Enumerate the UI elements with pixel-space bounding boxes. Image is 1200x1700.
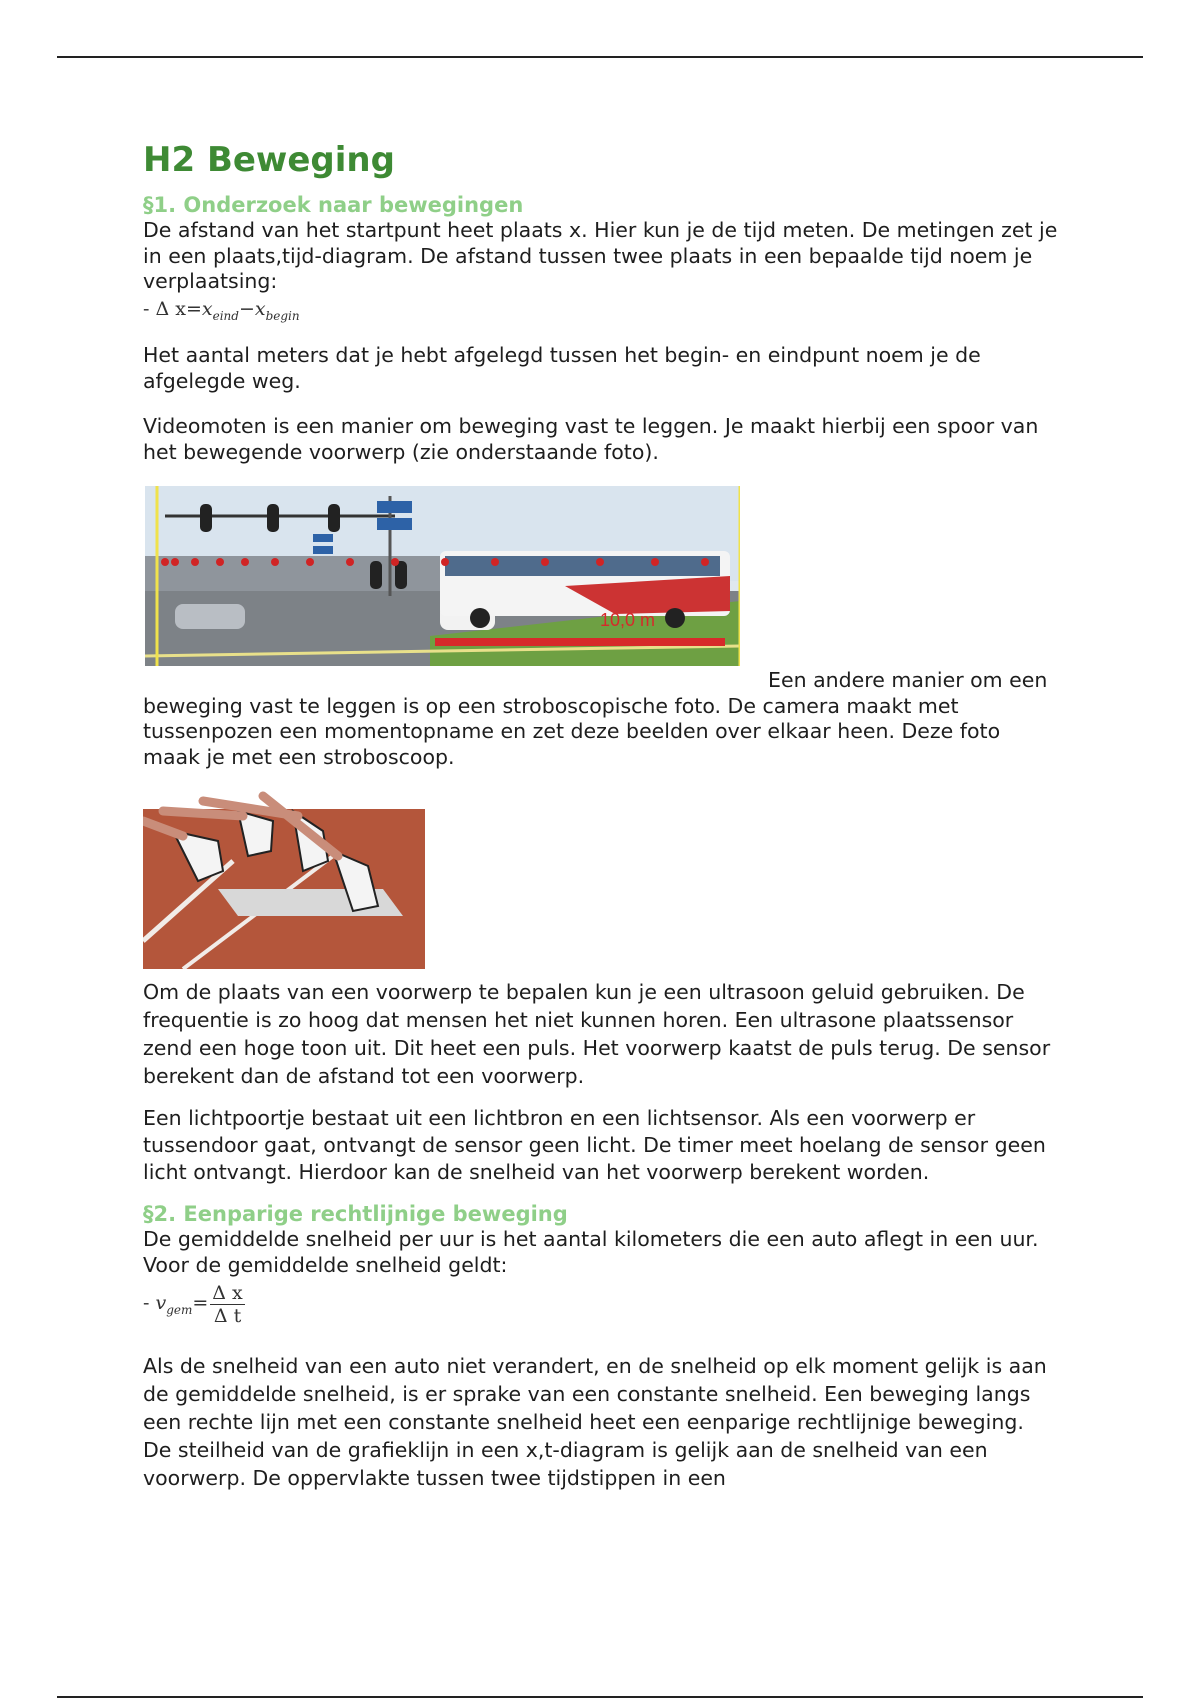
average-speed-formula: - $v_{gem}=$ $\frac{\text{Δ x}}{\text{Δ t}}$ bbox=[143, 1281, 243, 1327]
section-1-heading: §1. Onderzoek naar bewegingen bbox=[143, 193, 524, 217]
bus-tracking-image bbox=[145, 486, 740, 666]
videomoten-photo bbox=[145, 486, 740, 666]
header-rule bbox=[57, 56, 1143, 58]
section-1-paragraph-5: Om de plaats van een voorwerp te bepalen kun je een ultrasoon geluid gebruiken. De frequentie is zo hoog dat mensen het niet kunnen horen. Een ultrasone plaatssensor zend een hoge toon uit. Dit heet een puls. Het voorwerp kaatst de puls terug. De sensor berekent dan de afstand tot een voorwerp. bbox=[143, 980, 1051, 1089]
page-title: H2 Beweging bbox=[143, 140, 395, 180]
section-2-paragraph-1: De gemiddelde snelheid per uur is het aantal kilometers die een auto aflegt in een uur. Voor de gemiddelde snelheid geldt: bbox=[143, 1227, 1039, 1277]
displacement-formula: - Δ $x=x_{eind}-x_{begin}$ bbox=[143, 297, 300, 323]
section-1-paragraph-3: Videomoten is een manier om beweging vast te leggen. Je maakt hierbij een spoor van het bewegende voorwerp (zie onderstaande foto). bbox=[143, 414, 1039, 464]
section-1-paragraph-6: Een lichtpoortje bestaat uit een lichtbron en een lichtsensor. Als een voorwerp er tussendoor gaat, ontvangt de sensor geen licht. De timer meet hoelang de sensor geen licht ontvangt. Hierdoor kan de snelheid van het voorwerp berekent worden. bbox=[143, 1106, 1046, 1185]
section-2-heading: §2. Eenparige rechtlijnige beweging bbox=[143, 1202, 568, 1227]
section-1-paragraph-1: De afstand van het startpunt heet plaats x. Hier kun je de tijd meten. De metingen zet je in een plaats,tijd-diagram. De afstand tussen twee plaats in een bepaalde tijd noem je verplaatsing: bbox=[143, 218, 1058, 293]
sprinter-start-image bbox=[143, 781, 425, 969]
section-2-paragraph-2: Als de snelheid van een auto niet verandert, en de snelheid op elk moment gelijk is aan de gemiddelde snelheid, is er sprake van een constante snelheid. Een beweging langs een rechte lijn met een constante snelheid heet een eenparige rechtlijnige beweging. De steilheid van de grafieklijn in een x,t-diagram is gelijk aan de snelheid van een voorwerp. De oppervlakte tussen twee tijdstippen in een bbox=[143, 1354, 1047, 1491]
footer-rule bbox=[57, 1696, 1143, 1698]
stroboscope-photo bbox=[143, 781, 425, 969]
distance-label: 10,0 m bbox=[600, 610, 656, 631]
section-1-paragraph-4: Een andere manier om een beweging vast te leggen is op een stroboscopische foto. De camera maakt met tussenpozen een momentopname en zet deze beelden over elkaar heen. Deze foto maak je met een stroboscoop. bbox=[143, 668, 1048, 769]
section-1-paragraph-2: Het aantal meters dat je hebt afgelegd tussen het begin- en eindpunt noem je de afgelegde weg. bbox=[143, 343, 981, 393]
document-body bbox=[143, 140, 1058, 1492]
